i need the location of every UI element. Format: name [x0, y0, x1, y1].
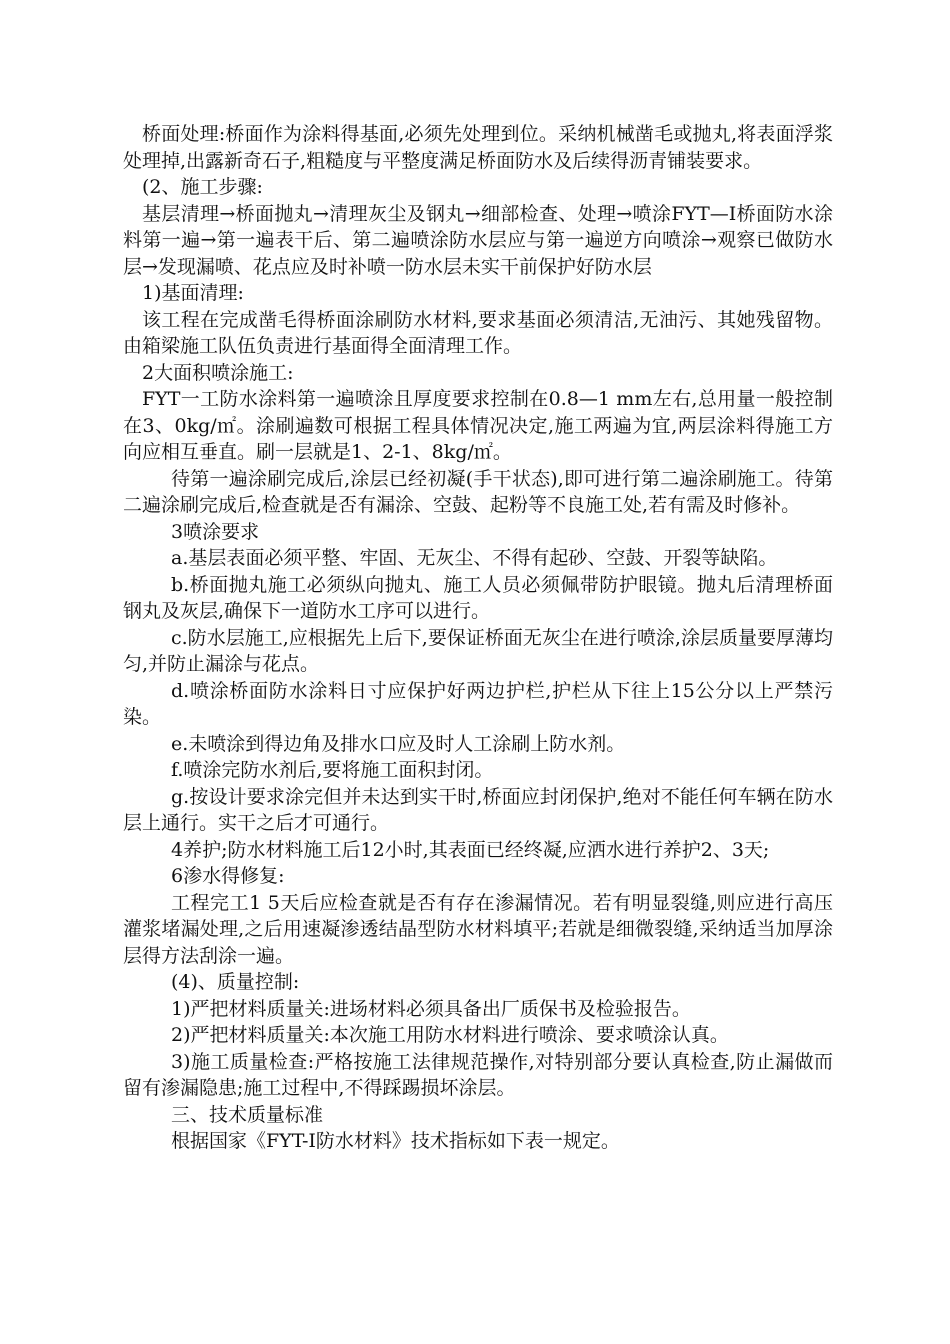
heading-quality-control: (4)、质量控制: [171, 971, 300, 993]
quality-item-2: 2)严把材料质量关:本次施工用防水材料进行喷涂、要求喷涂认真。 [171, 1024, 729, 1046]
quality-item-1: 1)严把材料质量关:进场材料必须具备出厂质保书及检验报告。 [171, 997, 691, 1020]
paragraph-standards-reference: 根据国家《FYT-I防水材料》技术指标如下表一规定。 [171, 1130, 620, 1152]
list-item-e: e.未喷涂到得边角及排水口应及时人工涂刷上防水剂。 [171, 732, 626, 755]
paragraph-coating-thickness: FYT一工防水涂料第一遍喷涂且厚度要求控制在0.8—1 mm左右,总用量一般控制在3、0kg/㎡。涂刷遍数可根据工程具体情况决定,施工两遍为宜,两层涂料得施工方向应相互垂直。刷一层就是1、2-1、8kg/㎡。 [123, 388, 833, 463]
paragraph-second-coat: 待第一遍涂刷完成后,涂层已经初凝(手干状态),即可进行第二遍涂刷施工。待第二遍涂刷完成后,检查就是否有漏涂、空鼓、起粉等不良施工处,若有需及时修补。 [123, 467, 833, 516]
paragraph-base-cleaning: 该工程在完成凿毛得桥面涂刷防水材料,要求基面必须清洁,无油污、其她残留物。由箱梁施工队伍负责进行基面得全面清理工作。 [123, 308, 833, 357]
list-item-g: g.按设计要求涂完但并未达到实干时,桥面应封闭保护,绝对不能任何车辆在防水层上通行。实干之后才可通行。 [123, 785, 833, 834]
list-item-c: c.防水层施工,应根据先上后下,要保证桥面无灰尘在进行喷涂,涂层质量要厚薄均匀,并防止漏涂与花点。 [123, 626, 833, 675]
heading-large-area-spraying: 2大面积喷涂施工: [142, 361, 294, 384]
list-item-b: b.桥面抛丸施工必须纵向抛丸、施工人员必须佩带防护眼镜。抛丸后清理桥面钢丸及灰层,确保下一道防水工序可以进行。 [123, 573, 833, 622]
quality-item-3: 3)施工质量检查:严格按施工法律规范操作,对特别部分要认真检查,防止漏做而留有渗漏隐患;施工过程中,不得踩踢损坏涂层。 [123, 1050, 833, 1099]
document-body [123, 121, 833, 1155]
heading-technical-standards: 三、技术质量标准 [171, 1103, 324, 1126]
heading-leak-repair: 6渗水得修复: [171, 865, 285, 887]
heading-construction-steps: (2、施工步骤: [142, 176, 263, 198]
paragraph-curing: 4养护;防水材料施工后12小时,其表面已经终凝,应洒水进行养护2、3天; [171, 838, 770, 861]
list-item-a: a.基层表面必须平整、牢固、无灰尘、不得有起砂、空鼓、开裂等缺陷。 [171, 547, 778, 569]
heading-base-cleaning: 1)基面清理: [142, 282, 244, 304]
list-item-f: f.喷涂完防水剂后,要将施工面积封闭。 [171, 759, 494, 781]
list-item-d: d.喷涂桥面防水涂料日寸应保护好两边护栏,护栏从下往上15公分以上严禁污染。 [123, 679, 833, 728]
paragraph-deck-treatment: 桥面处理:桥面作为涂料得基面,必须先处理到位。采纳机械凿毛或抛丸,将表面浮浆处理掉,出露新奇石子,粗糙度与平整度满足桥面防水及后续得沥青铺装要求。 [123, 123, 833, 172]
heading-spraying-requirements: 3喷涂要求 [171, 520, 260, 543]
paragraph-leak-repair: 工程完工1 5天后应检查就是否有存在渗漏情况。若有明显裂缝,则应进行高压灌浆堵漏处理,之后用速凝渗透结晶型防水材料填平;若就是细微裂缝,采纳适当加厚涂层得方法刮涂一遍。 [123, 891, 833, 967]
paragraph-step-sequence: 基层清理→桥面抛丸→清理灰尘及钢丸→细部检查、处理→喷涂FYT—I桥面防水涂料第一遍→第一遍表干后、第二遍喷涂防水层应与第一遍逆方向喷涂→观察已做防水层→发现漏喷、花点应及时补喷一防水层未实干前保护好防水层 [123, 202, 833, 278]
